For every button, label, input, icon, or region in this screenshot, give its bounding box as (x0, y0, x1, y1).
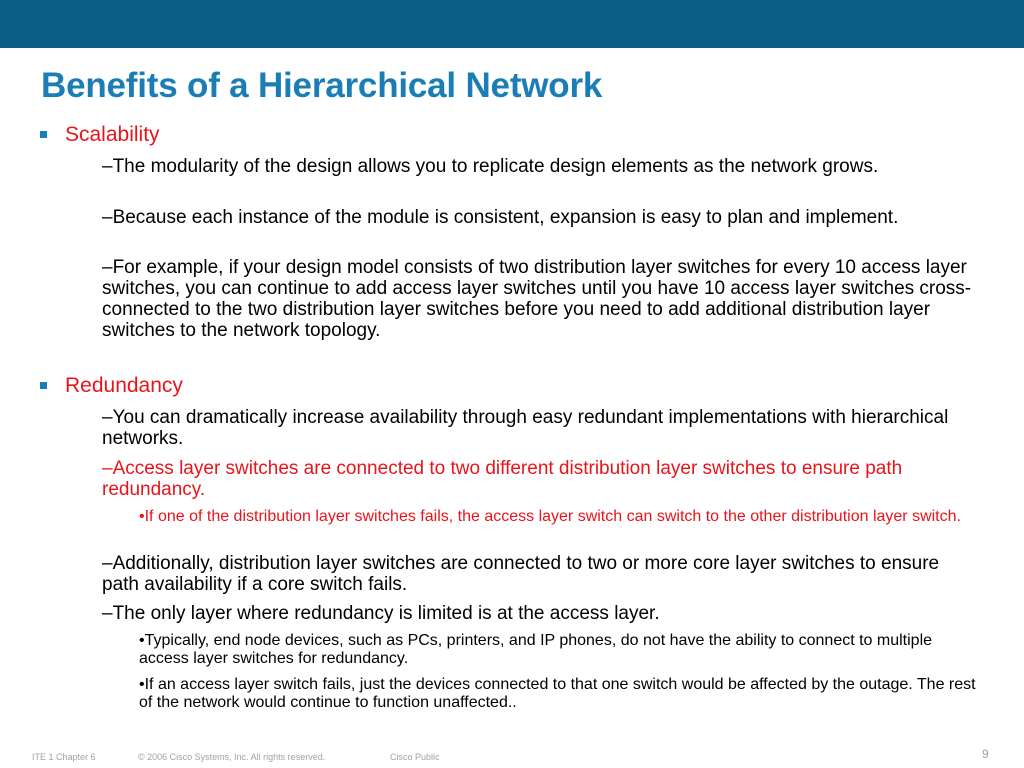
sub-list-item: •Typically, end node devices, such as PCs, printers, and IP phones, do not have the ability to connect to multiple access layer switches for redundancy. (139, 632, 933, 667)
footer-copyright: © 2006 Cisco Systems, Inc. All rights reserved. (138, 752, 326, 762)
slide-title: Benefits of a Hierarchical Network (41, 66, 603, 105)
list-item-highlighted: –Access layer switches are connected to two different distribution layer switches to ensure path redundancy. (102, 458, 903, 500)
sub-list-item: •If an access layer switch fails, just the devices connected to that one switch would be affected by the outage. The rest of the network would continue to function unaffected.. (139, 676, 976, 711)
sub-list-item-highlighted: •If one of the distribution layer switches fails, the access layer switch can switch to the other distribution layer switch. (139, 508, 961, 525)
list-item: –Additionally, distribution layer switches are connected to two or more core layer switches to ensure path availability if a core switch fails. (102, 553, 940, 595)
footer-classification: Cisco Public (390, 752, 440, 762)
page-number: 9 (982, 747, 989, 761)
header-bar (0, 0, 1024, 48)
square-bullet-icon (40, 131, 47, 138)
list-item: –The only layer where redundancy is limited is at the access layer. (102, 603, 660, 624)
list-item: –For example, if your design model consists of two distribution layer switches for every 10 access layer switches, you can continue to add access layer switches until you have 10 access layer switches cross-connected to the two distribution layer switches before you need to add additional distribution layer switches to the network topology. (102, 257, 972, 341)
footer-chapter: ITE 1 Chapter 6 (32, 752, 96, 762)
list-item: –You can dramatically increase availability through easy redundant implementations with hierarchical networks. (102, 407, 949, 449)
square-bullet-icon (40, 382, 47, 389)
list-item: –The modularity of the design allows you to replicate design elements as the network grows. (102, 156, 879, 177)
list-item: –Because each instance of the module is consistent, expansion is easy to plan and implement. (102, 207, 899, 228)
